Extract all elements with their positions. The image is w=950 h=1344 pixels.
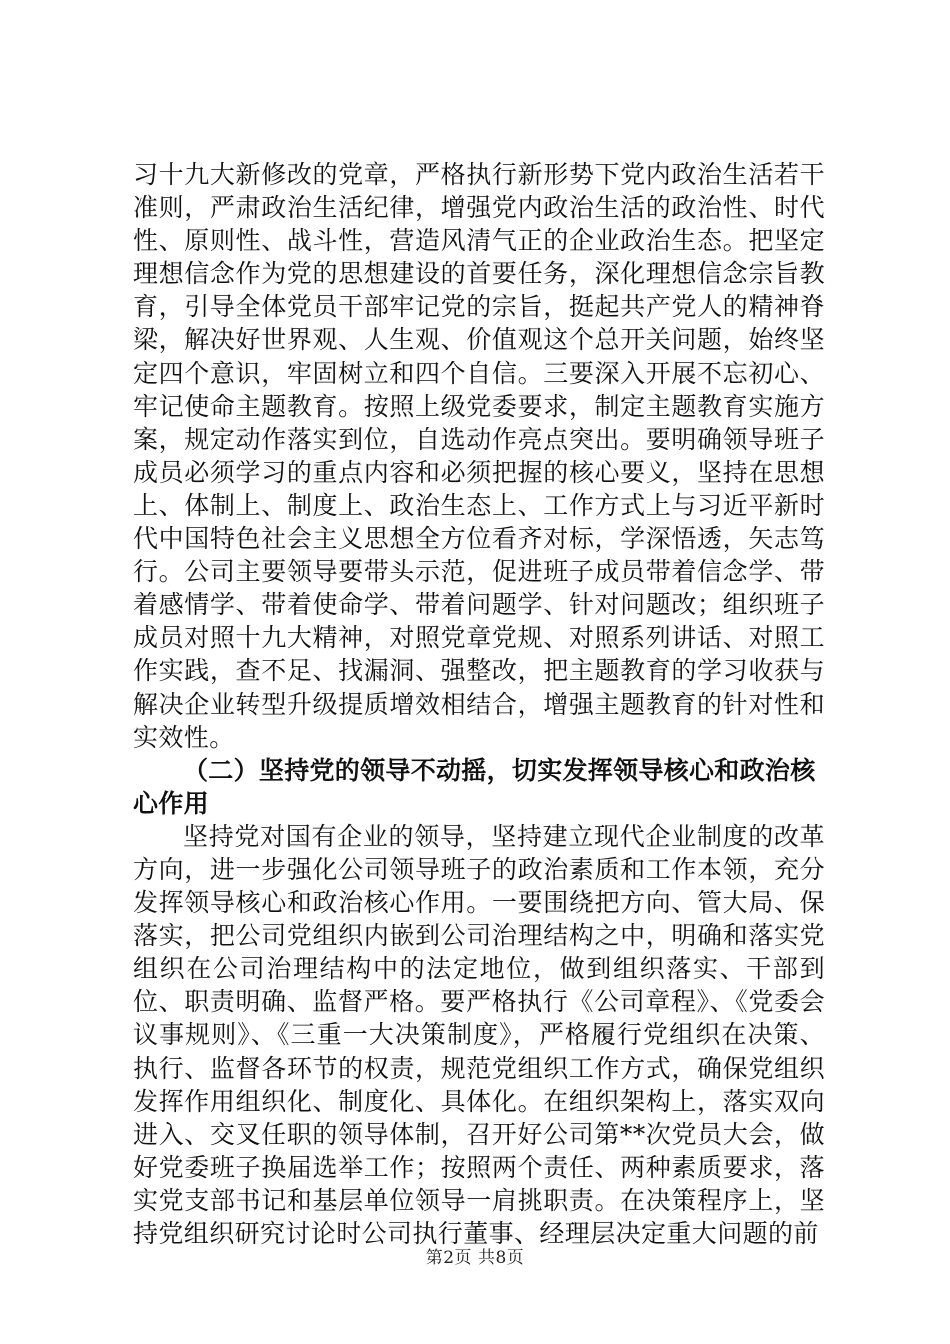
- body-paragraph-1: 习十九大新修改的党章，严格执行新形势下党内政治生活若干准则，严肃政治生活纪律，增强党内政治生活的政治性、时代性、原则性、战斗性，营造风清气正的企业政治生态。把坚定理想信念作为党的思想建设的首要任务，深化理想信念宗旨教育，引导全体党员干部牢记党的宗旨，挺起共产党人的精神脊梁，解决好世界观、人生观、价值观这个总开关问题，始终坚定四个意识，牢固树立和四个自信。三要深入开展不忘初心、牢记使命主题教育。按照上级党委要求，制定主题教育实施方案，规定动作落实到位，自选动作亮点突出。要明确领导班子成员必须学习的重点内容和必须把握的核心要义，坚持在思想上、体制上、制度上、政治生态上、工作方式上与习近平新时代中国特色社会主义思想全方位看齐对标，学深悟透，矢志笃行。公司主要领导要带头示范，促进班子成员带着信念学、带着感情学、带着使命学、带着问题学、针对问题改；组织班子成员对照十九大精神，对照党章党规、对照系列讲话、对照工作实践，查不足、找漏洞、强整改，把主题教育的学习收获与解决企业转型升级提质增效相结合，增强主题教育的针对性和实效性。: [133, 160, 825, 752]
- page-footer: 第2页 共8页: [425, 1248, 525, 1268]
- section-heading: （二）坚持党的领导不动摇，切实发挥领导核心和政治核心作用: [133, 755, 816, 818]
- document-body: [133, 158, 825, 1250]
- body-paragraph-2: 坚持党对国有企业的领导，坚持建立现代企业制度的改革方向，进一步强化公司领导班子的政治素质和工作本领，充分发挥领导核心和政治核心作用。一要围绕把方向、管大局、保落实，把公司党组织内嵌到公司治理结构之中，明确和落实党组织在公司治理结构中的法定地位，做到组织落实、干部到位、职责明确、监督严格。要严格执行《公司章程》、《党委会议事规则》、《三重一大决策制度》，严格履行党组织在决策、执行、监督各环节的权责，规范党组织工作方式，确保党组织发挥作用组织化、制度化、具体化。在组织架构上，落实双向进入、交叉任职的领导体制，召开好公司第**次党员大会，做好党委班子换届选举工作；按照两个责任、两种素质要求，落实党支部书记和基层单位领导一肩挑职责。在决策程序上，坚持党组织研究讨论时公司执行董事、经理层决定重大问题的前: [133, 821, 825, 1248]
